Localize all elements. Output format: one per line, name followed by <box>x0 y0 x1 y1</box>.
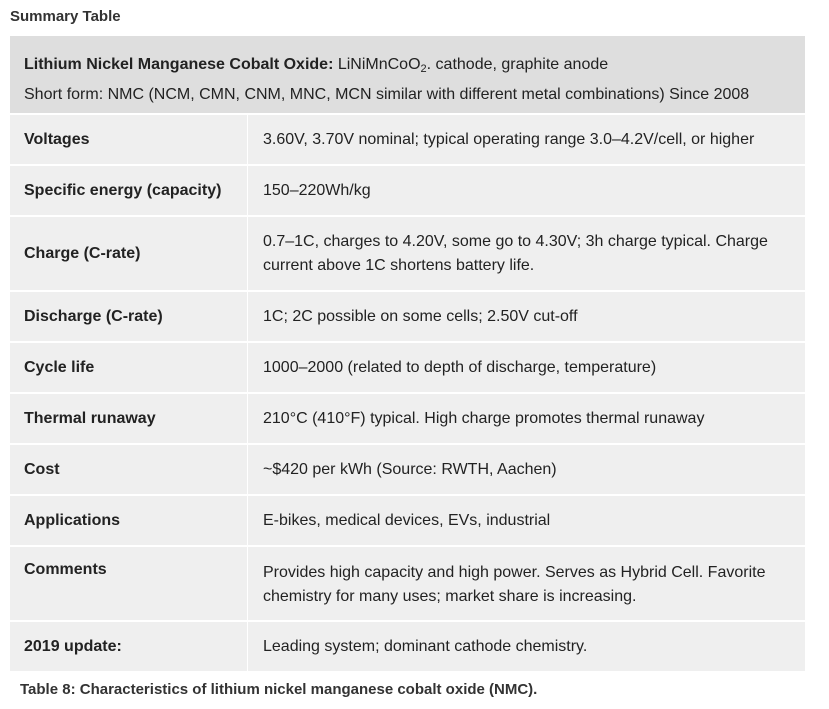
row-label-2019-update: 2019 update: <box>10 622 248 671</box>
formula-prefix: LiNiMnCoO <box>333 56 421 73</box>
formula-suffix: . cathode, graphite anode <box>426 56 609 73</box>
table-row <box>10 217 805 292</box>
page-title: Summary Table <box>10 8 121 25</box>
chemistry-line <box>24 50 791 80</box>
table-row <box>10 343 805 394</box>
row-value-specific-energy: 150–220Wh/kg <box>263 181 371 199</box>
chemistry-name: Lithium Nickel Manganese Cobalt Oxide: <box>24 56 334 73</box>
row-value-discharge: 1C; 2C possible on some cells; 2.50V cut-off <box>263 307 578 325</box>
row-value-cost: ~$420 per kWh (Source: RWTH, Aachen) <box>263 460 557 478</box>
row-label-applications: Applications <box>10 496 248 545</box>
row-value-2019-update: Leading system; dominant cathode chemistry. <box>263 637 588 655</box>
row-value-voltages: 3.60V, 3.70V nominal; typical operating range 3.0–4.2V/cell, or higher <box>263 130 755 148</box>
row-label-discharge: Discharge (C-rate) <box>10 292 248 341</box>
table-row <box>10 496 805 547</box>
row-value-comments: Provides high capacity and high power. Serves as Hybrid Cell. Favorite chemistry for many uses; market share is increasing. <box>263 564 766 605</box>
row-label-charge: Charge (C-rate) <box>10 217 248 290</box>
table-row <box>10 547 805 622</box>
row-label-specific-energy: Specific energy (capacity) <box>10 166 248 215</box>
row-label-comments: Comments <box>10 547 248 620</box>
row-label-voltages: Voltages <box>10 115 248 164</box>
row-value-thermal-runaway: 210°C (410°F) typical. High charge promotes thermal runaway <box>263 409 705 427</box>
table-row <box>10 445 805 496</box>
row-value-charge: 0.7–1C, charges to 4.20V, some go to 4.30V; 3h charge typical. Charge current above 1C shortens battery life. <box>263 232 768 274</box>
table-row <box>10 166 805 217</box>
row-label-cycle-life: Cycle life <box>10 343 248 392</box>
table-header <box>10 36 805 115</box>
row-value-applications: E-bikes, medical devices, EVs, industrial <box>263 511 551 529</box>
table-caption: Table 8: Characteristics of lithium nickel manganese cobalt oxide (NMC). <box>20 681 538 698</box>
short-form-line: Short form: NMC (NCM, CMN, CNM, MNC, MCN similar with different metal combinations) Since 2008 <box>24 86 750 103</box>
summary-table <box>10 36 805 671</box>
row-label-thermal-runaway: Thermal runaway <box>10 394 248 443</box>
row-value-cycle-life: 1000–2000 (related to depth of discharge, temperature) <box>263 358 657 376</box>
table-row <box>10 292 805 343</box>
row-label-cost: Cost <box>10 445 248 494</box>
table-row <box>10 115 805 166</box>
formula-subscript: 2 <box>420 63 427 75</box>
table-row <box>10 394 805 445</box>
table-row <box>10 622 805 671</box>
